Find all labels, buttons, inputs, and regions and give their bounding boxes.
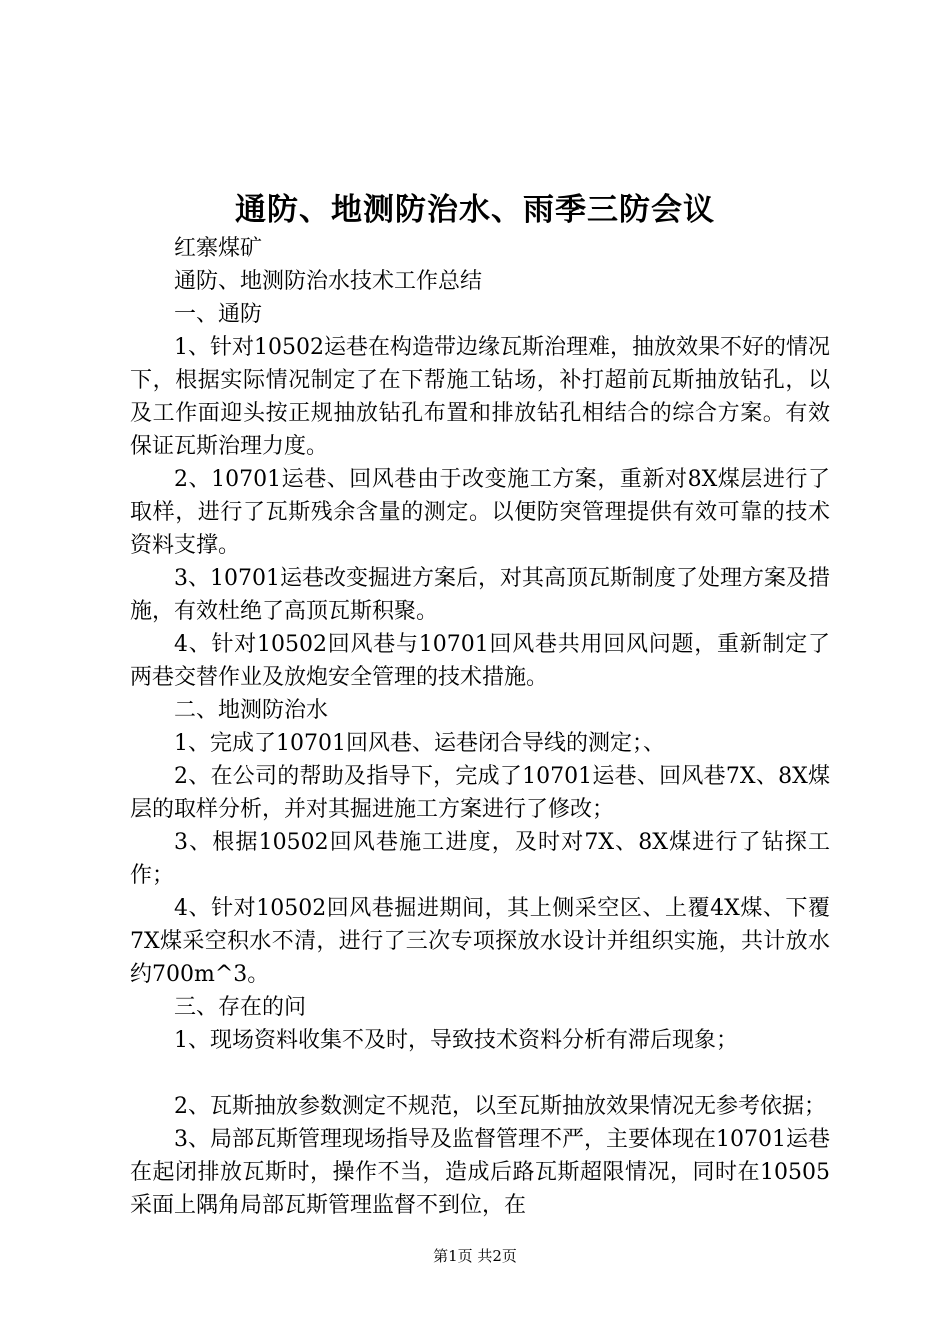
document-body: [130, 232, 830, 1222]
paragraph: 4、针对10502回风巷掘进期间，其上侧采空区、上覆4X煤、下覆7X煤采空积水不清，进行了三次专项探放水设计并组织实施，共计放水约700m^3。: [130, 896, 830, 987]
section-heading-problems: 三、存在的问: [174, 995, 307, 1020]
paragraph: 2、10701运巷、回风巷由于改变施工方案，重新对8X煤层进行了取样，进行了瓦斯残余含量的测定。以便防突管理提供有效可靠的技术资料支撑。: [130, 467, 830, 558]
page-footer: 第1页 共2页: [433, 1247, 517, 1265]
paragraph: 1、完成了10701回风巷、运巷闭合导线的测定；、: [174, 731, 665, 756]
document-title: 通防、地测防治水、雨季三防会议: [235, 192, 715, 228]
paragraph: 1、针对10502运巷在构造带边缘瓦斯治理难，抽放效果不好的情况下，根据实际情况制定了在下帮施工钻场，补打超前瓦斯抽放钻孔，以及工作面迎头按正规抽放钻孔布置和排放钻孔相结合的综合方案。有效保证瓦斯治理力度。: [130, 335, 830, 459]
paragraph: 3、局部瓦斯管理现场指导及监督管理不严，主要体现在10701运巷在起闭排放瓦斯时，操作不当，造成后路瓦斯超限情况，同时在10505采面上隅角局部瓦斯管理监督不到位，在: [130, 1127, 830, 1218]
paragraph-gap: [130, 1057, 830, 1090]
paragraph: 2、瓦斯抽放参数测定不规范，以至瓦斯抽放效果情况无参考依据；: [174, 1094, 826, 1119]
section-heading-ventilation: 一、通防: [174, 302, 263, 327]
paragraph: 2、在公司的帮助及指导下，完成了10701运巷、回风巷7X、8X煤层的取样分析，并对其掘进施工方案进行了修改；: [130, 764, 830, 822]
paragraph-subtitle: 通防、地测防治水技术工作总结: [174, 269, 483, 294]
paragraph: 4、针对10502回风巷与10701回风巷共用回风问题，重新制定了两巷交替作业及放炮安全管理的技术措施。: [130, 632, 830, 690]
paragraph: 3、10701运巷改变掘进方案后，对其高顶瓦斯制度了处理方案及措施，有效杜绝了高顶瓦斯积聚。: [130, 566, 831, 624]
paragraph: 1、现场资料收集不及时，导致技术资料分析有滞后现象；: [174, 1028, 738, 1053]
section-heading-survey-water: 二、地测防治水: [174, 698, 329, 723]
paragraph-company: 红寨煤矿: [174, 236, 263, 261]
paragraph: 3、根据10502回风巷施工进度，及时对7X、8X煤进行了钻探工作；: [130, 830, 830, 888]
